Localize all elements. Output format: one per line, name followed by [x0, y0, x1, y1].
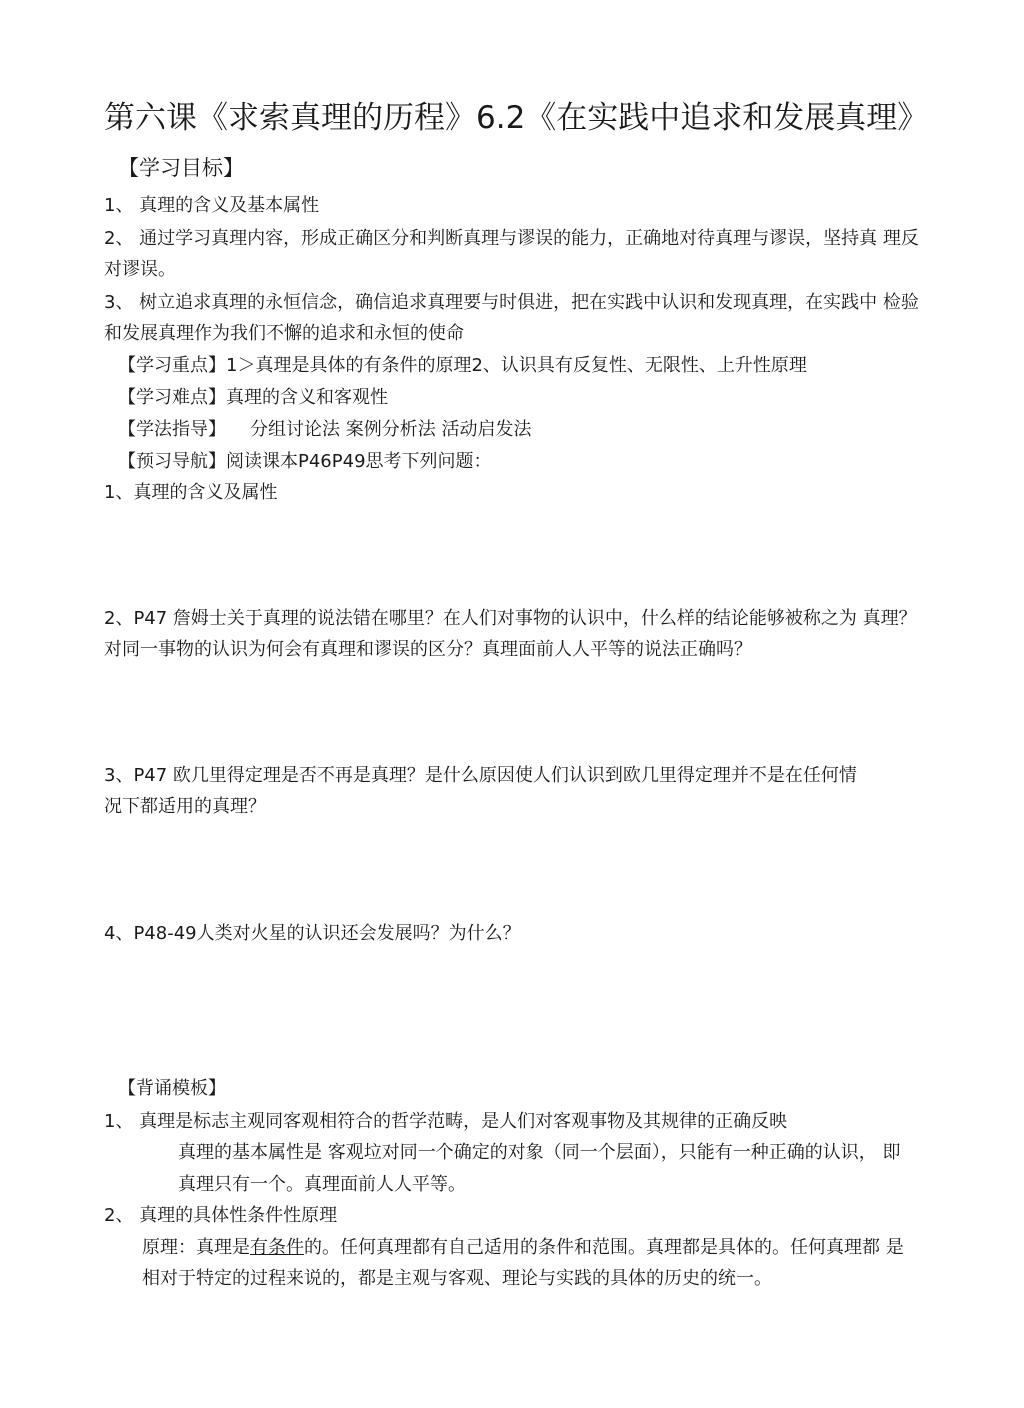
preview-question-2: 2、P47 詹姆士关于真理的说法错在哪里？在人们对事物的认识中，什么样的结论能够被称之为 真理？	[104, 608, 917, 629]
recite-item-2-sub-1-a: 原理：真理是	[142, 1237, 250, 1258]
recite-item-2-sub-1-underlined: 有条件	[250, 1237, 304, 1258]
preview-question-4: 4、P48-49人类对火星的认识还会发展吗？为什么？	[104, 923, 521, 944]
difficult-points: 【学习难点】真理的含义和客观性	[118, 387, 388, 408]
recite-item-2-sub-1-c: 的。任何真理都有自己适用的条件和范围。真理都是具体的。任何真理都 是	[304, 1237, 904, 1258]
recite-item-2: 2、 真理的具体性条件性原理	[104, 1205, 338, 1226]
objective-item-2: 2、 通过学习真理内容，形成正确区分和判断真理与谬误的能力，正确地对待真理与谬误，坚持真 理反	[104, 228, 919, 249]
study-method-label: 【学法指导】	[118, 419, 226, 440]
preview-heading: 【预习导航】阅读课本P46P49思考下列问题：	[118, 451, 492, 472]
objectives-heading: 【学习目标】	[118, 156, 244, 180]
preview-question-1: 1、真理的含义及属性	[104, 482, 278, 503]
key-points: 【学习重点】1＞真理是具体的有条件的原理2、认识具有反复性、无限性、上升性原理	[118, 355, 807, 376]
study-method	[118, 414, 531, 446]
objective-item-3-cont: 和发展真理作为我们不懈的追求和永恒的使命	[104, 323, 464, 344]
recite-item-1-sub-2: 真理只有一个。真理面前人人平等。	[178, 1174, 466, 1195]
recite-heading: 【背诵模板】	[118, 1078, 226, 1099]
page-title: 第六课《求索真理的历程》6.2《在实践中追求和发展真理》	[104, 100, 929, 136]
recite-item-1: 1、 真理是标志主观同客观相符合的哲学范畴，是人们对客观事物及其规律的正确反映	[104, 1111, 788, 1132]
preview-question-3: 3、P47 欧几里得定理是否不再是真理？是什么原因使人们认识到欧几里得定理并不是在任何情	[104, 765, 857, 786]
study-method-text: 分组讨论法 案例分析法 活动启发法	[250, 419, 532, 440]
objective-item-2-cont: 对谬误。	[104, 259, 176, 280]
recite-item-2-sub-2: 相对于特定的过程来说的，都是主观与客观、理论与实践的具体的历史的统一。	[142, 1268, 772, 1289]
preview-question-3-cont: 况下都适用的真理？	[104, 796, 266, 817]
objective-item-3: 3、 树立追求真理的永恒信念，确信追求真理要与时俱进，把在实践中认识和发现真理，在实践中 检验	[104, 292, 919, 313]
recite-item-1-sub-1: 真理的基本属性是 客观垃对同一个确定的对象（同一个层面），只能有一种正确的认识， 即	[178, 1142, 901, 1163]
recite-item-2-sub-1	[142, 1232, 904, 1264]
objective-item-1: 1、 真理的含义及基本属性	[104, 195, 320, 216]
preview-question-2-cont: 对同一事物的认识为何会有真理和谬误的区分？真理面前人人平等的说法正确吗？	[104, 639, 752, 660]
